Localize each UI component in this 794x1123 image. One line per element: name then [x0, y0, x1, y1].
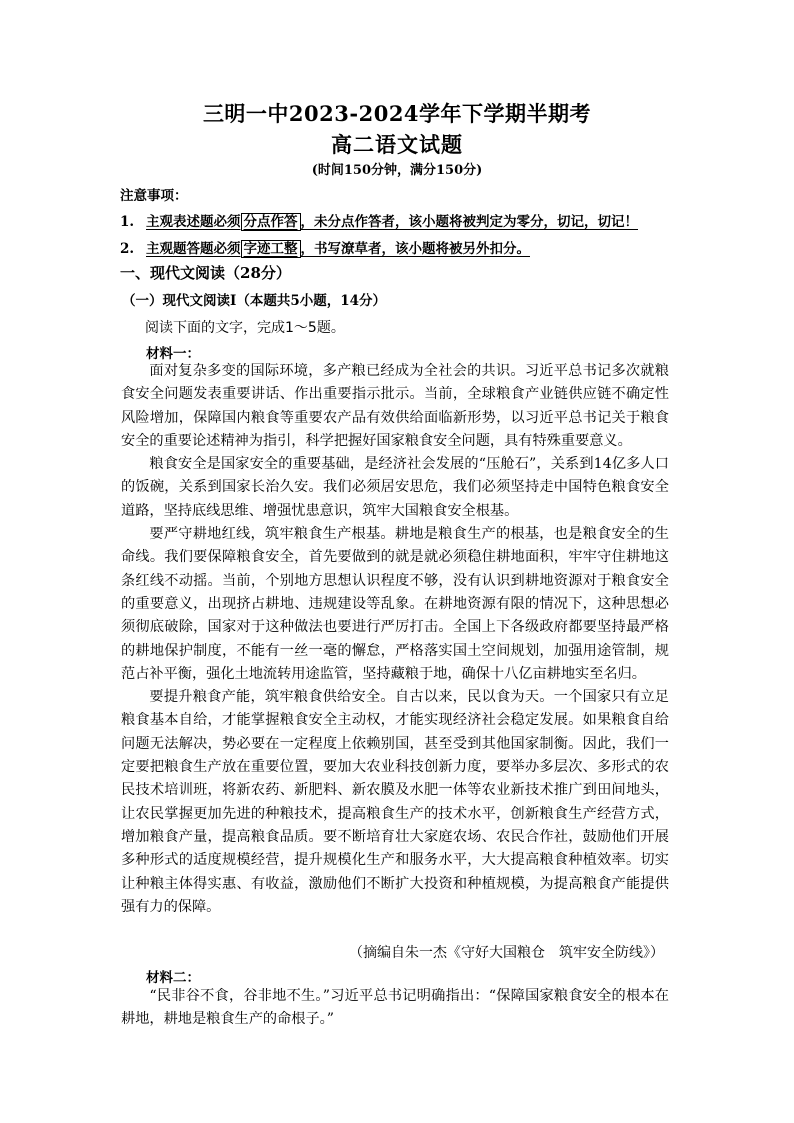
notice-boxed-text: 分点作答 — [241, 213, 301, 231]
notice-text: 主观表述题必须 — [146, 214, 241, 230]
exam-info: (时间150分钟，满分150分) — [311, 163, 483, 178]
reading-instruction: 阅读下面的文字，完成1～5题。 — [145, 320, 345, 336]
material-2-label: 材料二： — [146, 970, 200, 986]
exam-subtitle: 高二语文试题 — [331, 132, 463, 157]
paragraph: “民非谷不食，谷非地不生。”习近平总书记明确指出：“保障国家粮食安全的根本在耕地，耕地是粮食生产的命根子。” — [121, 988, 669, 1028]
notice-number: 2. — [120, 241, 135, 257]
material-2-body — [121, 985, 669, 1032]
material-1-body — [121, 360, 669, 919]
exam-title: 三明一中2023-2024学年下学期半期考 — [202, 101, 592, 126]
material-1-label: 材料一： — [146, 346, 200, 362]
section-heading: 一、现代文阅读（28分） — [120, 264, 291, 282]
subsection-heading: （一）现代文阅读Ⅰ（本题共5小题，14分） — [122, 293, 386, 309]
notice-item-1 — [120, 210, 638, 230]
material-1-source: （摘编自朱一杰《守好大国粮仓 筑牢安全防线》） — [349, 945, 664, 961]
notice-text: ，未分点作答者，该小题将被判定为零分，切记，切记！ — [300, 214, 638, 230]
paragraph: 粮食安全是国家安全的重要基础，是经济社会发展的“压舱石”，关系到14亿多人口的饭碗，关系到国家长治久安。我们必须居安思危，我们必须坚持走中国特色粮食安全道路，坚持底线思维、增强忧患意识，筑牢大国粮食安全根基。 — [121, 456, 669, 519]
paragraph: 面对复杂多变的国际环境，多产粮已经成为全社会的共识。习近平总书记多次就粮食安全问题发表重要讲话、作出重要指示批示。当前，全球粮食产业链供应链不确定性风险增加，保障国内粮食等重要农产品有效供给面临新形势，以习近平总书记关于粮食安全的重要论述精神为指引，科学把握好国家粮食安全问题，具有特殊重要意义。 — [121, 363, 669, 449]
notice-item-2 — [120, 237, 530, 257]
notice-boxed-text: 字迹工整 — [241, 240, 301, 258]
paragraph: 要严守耕地红线，筑牢粮食生产根基。耕地是粮食生产的根基，也是粮食安全的生命线。我们要保障粮食安全，首先要做到的就是就必须稳住耕地面积，牢牢守住耕地这条红线不动摇。当前，个别地方思想认识程度不够，没有认识到耕地资源对于粮食安全的重要意义，出现挤占耕地、违规建设等乱象。在耕地资源有限的情况下，这种思想必须彻底破除，国家对于这种做法也要进行严厉打击。全国上下各级政府都要坚持最严格的耕地保护制度，不能有一丝一毫的懈怠，严格落实国土空间规划，加强用途管制，规范占补平衡，强化土地流转用途监管，坚持藏粮于地，确保十八亿亩耕地实至名归。 — [121, 526, 669, 682]
paragraph: 要提升粮食产能，筑牢粮食供给安全。自古以来，民以食为天。一个国家只有立足粮食基本自给，才能掌握粮食安全主动权，才能实现经济社会稳定发展。如果粮食自给问题无法解决，势必要在一定程度上依赖别国，甚至受到其他国家制衡。因此，我们一定要把粮食生产放在重要位置，要加大农业科技创新力度，要举办多层次、多形式的农民技术培训班，将新农药、新肥料、新农膜及水肥一体等农业新技术推广到田间地头，让农民掌握更加先进的种粮技术，提高粮食生产的技术水平，创新粮食生产经营方式，增加粮食产量，提高粮食品质。要不断培育壮大家庭农场、农民合作社，鼓励他们开展多种形式的适度规模经营，提升规模化生产和服务水平，大大提高粮食种植效率。切实让种粮主体得实惠、有收益，激励他们不断扩大投资和种植规模，为提高粮食产能提供强有力的保障。 — [121, 689, 669, 915]
notice-text: 主观题答题必须 — [146, 241, 241, 257]
notice-number: 1. — [120, 214, 135, 230]
notice-heading: 注意事项： — [120, 188, 188, 204]
notice-text: ，书写潦草者，该小题将被另外扣分。 — [300, 241, 530, 257]
